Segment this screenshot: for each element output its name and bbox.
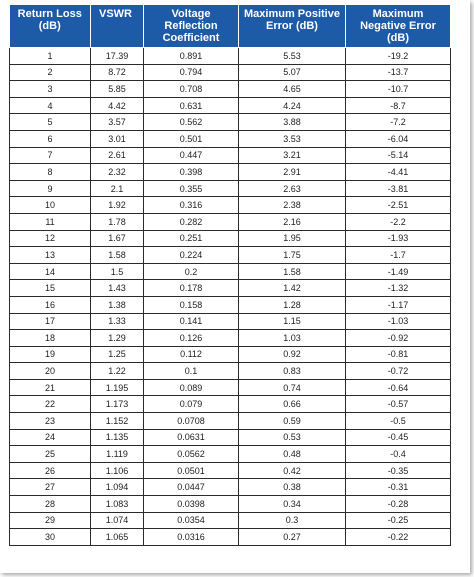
- table-row: [10, 48, 451, 65]
- table-row: [10, 379, 451, 396]
- cell-max-positive-error: 5.53: [239, 48, 346, 65]
- cell-vswr: 8.72: [91, 64, 144, 81]
- cell-max-positive-error: 0.59: [239, 413, 346, 430]
- cell-return-loss: 19: [10, 346, 91, 363]
- table-row: [10, 230, 451, 247]
- table-row: [10, 396, 451, 413]
- cell-max-positive-error: 4.24: [239, 97, 346, 114]
- cell-vswr: 2.32: [91, 164, 144, 181]
- cell-return-loss: 11: [10, 213, 91, 230]
- cell-reflection-coefficient: 0.708: [144, 81, 239, 98]
- cell-vswr: 1.22: [91, 363, 144, 380]
- cell-max-negative-error: -0.22: [346, 529, 451, 546]
- cell-return-loss: 1: [10, 48, 91, 65]
- table-row: [10, 363, 451, 380]
- table-row: [10, 496, 451, 513]
- cell-max-negative-error: -0.4: [346, 446, 451, 463]
- cell-max-positive-error: 2.16: [239, 213, 346, 230]
- cell-return-loss: 17: [10, 313, 91, 330]
- cell-return-loss: 21: [10, 379, 91, 396]
- cell-return-loss: 7: [10, 147, 91, 164]
- cell-vswr: 1.195: [91, 379, 144, 396]
- cell-vswr: 1.065: [91, 529, 144, 546]
- cell-reflection-coefficient: 0.631: [144, 97, 239, 114]
- cell-return-loss: 28: [10, 496, 91, 513]
- cell-max-negative-error: -0.64: [346, 379, 451, 396]
- cell-max-negative-error: -0.5: [346, 413, 451, 430]
- cell-max-positive-error: 3.53: [239, 130, 346, 147]
- cell-reflection-coefficient: 0.0398: [144, 496, 239, 513]
- table-row: [10, 462, 451, 479]
- cell-reflection-coefficient: 0.178: [144, 280, 239, 297]
- cell-vswr: 2.1: [91, 180, 144, 197]
- cell-vswr: 1.119: [91, 446, 144, 463]
- cell-vswr: 1.106: [91, 462, 144, 479]
- cell-reflection-coefficient: 0.1: [144, 363, 239, 380]
- cell-max-positive-error: 5.07: [239, 64, 346, 81]
- cell-max-negative-error: -0.72: [346, 363, 451, 380]
- cell-return-loss: 23: [10, 413, 91, 430]
- table-row: [10, 529, 451, 546]
- table-body: [10, 48, 451, 546]
- cell-reflection-coefficient: 0.891: [144, 48, 239, 65]
- cell-vswr: 1.152: [91, 413, 144, 430]
- cell-return-loss: 5: [10, 114, 91, 131]
- cell-max-negative-error: -2.2: [346, 213, 451, 230]
- table-row: [10, 81, 451, 98]
- table-row: [10, 180, 451, 197]
- table-row: [10, 97, 451, 114]
- cell-vswr: 1.38: [91, 296, 144, 313]
- cell-max-positive-error: 3.21: [239, 147, 346, 164]
- cell-max-positive-error: 0.27: [239, 529, 346, 546]
- cell-return-loss: 14: [10, 263, 91, 280]
- cell-reflection-coefficient: 0.562: [144, 114, 239, 131]
- cell-return-loss: 20: [10, 363, 91, 380]
- table-row: [10, 164, 451, 181]
- cell-max-negative-error: -19.2: [346, 48, 451, 65]
- cell-max-negative-error: -1.49: [346, 263, 451, 280]
- cell-max-negative-error: -10.7: [346, 81, 451, 98]
- cell-reflection-coefficient: 0.794: [144, 64, 239, 81]
- cell-max-positive-error: 1.58: [239, 263, 346, 280]
- cell-reflection-coefficient: 0.224: [144, 247, 239, 264]
- cell-max-negative-error: -0.31: [346, 479, 451, 496]
- cell-return-loss: 16: [10, 296, 91, 313]
- table-row: [10, 114, 451, 131]
- table-row: [10, 147, 451, 164]
- cell-return-loss: 27: [10, 479, 91, 496]
- cell-reflection-coefficient: 0.2: [144, 263, 239, 280]
- cell-reflection-coefficient: 0.089: [144, 379, 239, 396]
- table-row: [10, 446, 451, 463]
- return-loss-table: [9, 5, 451, 546]
- cell-return-loss: 4: [10, 97, 91, 114]
- cell-max-negative-error: -6.04: [346, 130, 451, 147]
- table-row: [10, 263, 451, 280]
- cell-vswr: 5.85: [91, 81, 144, 98]
- cell-reflection-coefficient: 0.141: [144, 313, 239, 330]
- cell-return-loss: 22: [10, 396, 91, 413]
- cell-reflection-coefficient: 0.398: [144, 164, 239, 181]
- cell-max-negative-error: -0.35: [346, 462, 451, 479]
- cell-max-positive-error: 1.95: [239, 230, 346, 247]
- table-row: [10, 197, 451, 214]
- cell-reflection-coefficient: 0.0354: [144, 512, 239, 529]
- cell-max-positive-error: 0.53: [239, 429, 346, 446]
- table-row: [10, 346, 451, 363]
- cell-max-positive-error: 2.38: [239, 197, 346, 214]
- table-header: [10, 5, 451, 48]
- header-row: [10, 5, 451, 48]
- cell-vswr: 2.61: [91, 147, 144, 164]
- cell-reflection-coefficient: 0.126: [144, 330, 239, 347]
- cell-return-loss: 2: [10, 64, 91, 81]
- cell-max-positive-error: 0.3: [239, 512, 346, 529]
- cell-vswr: 3.57: [91, 114, 144, 131]
- header-vswr: VSWR: [91, 5, 144, 48]
- cell-reflection-coefficient: 0.158: [144, 296, 239, 313]
- cell-vswr: 1.135: [91, 429, 144, 446]
- cell-max-negative-error: -2.51: [346, 197, 451, 214]
- cell-max-positive-error: 1.42: [239, 280, 346, 297]
- cell-max-negative-error: -8.7: [346, 97, 451, 114]
- cell-vswr: 1.29: [91, 330, 144, 347]
- cell-max-negative-error: -0.28: [346, 496, 451, 513]
- table-row: [10, 313, 451, 330]
- cell-return-loss: 3: [10, 81, 91, 98]
- cell-vswr: 4.42: [91, 97, 144, 114]
- cell-vswr: 1.083: [91, 496, 144, 513]
- cell-reflection-coefficient: 0.251: [144, 230, 239, 247]
- header-voltage-reflection-coefficient: Voltage Reflection Coefficient: [144, 5, 239, 48]
- cell-vswr: 1.92: [91, 197, 144, 214]
- cell-max-negative-error: -0.57: [346, 396, 451, 413]
- cell-reflection-coefficient: 0.112: [144, 346, 239, 363]
- cell-max-negative-error: -0.81: [346, 346, 451, 363]
- cell-max-negative-error: -1.03: [346, 313, 451, 330]
- cell-return-loss: 6: [10, 130, 91, 147]
- cell-reflection-coefficient: 0.079: [144, 396, 239, 413]
- cell-reflection-coefficient: 0.282: [144, 213, 239, 230]
- cell-max-negative-error: -0.92: [346, 330, 451, 347]
- cell-return-loss: 24: [10, 429, 91, 446]
- cell-return-loss: 10: [10, 197, 91, 214]
- cell-reflection-coefficient: 0.0562: [144, 446, 239, 463]
- cell-vswr: 1.25: [91, 346, 144, 363]
- cell-vswr: 1.33: [91, 313, 144, 330]
- cell-return-loss: 29: [10, 512, 91, 529]
- cell-max-positive-error: 1.28: [239, 296, 346, 313]
- header-max-negative-error: Maximum Negative Error (dB): [346, 5, 451, 48]
- cell-reflection-coefficient: 0.0316: [144, 529, 239, 546]
- cell-max-negative-error: -7.2: [346, 114, 451, 131]
- table-row: [10, 429, 451, 446]
- cell-max-positive-error: 0.38: [239, 479, 346, 496]
- cell-reflection-coefficient: 0.501: [144, 130, 239, 147]
- header-return-loss: Return Loss (dB): [10, 5, 91, 48]
- table-row: [10, 512, 451, 529]
- cell-vswr: 1.5: [91, 263, 144, 280]
- table-row: [10, 213, 451, 230]
- cell-max-positive-error: 3.88: [239, 114, 346, 131]
- cell-max-negative-error: -4.41: [346, 164, 451, 181]
- cell-reflection-coefficient: 0.0447: [144, 479, 239, 496]
- cell-return-loss: 26: [10, 462, 91, 479]
- table-row: [10, 330, 451, 347]
- cell-max-positive-error: 0.83: [239, 363, 346, 380]
- cell-max-positive-error: 0.66: [239, 396, 346, 413]
- cell-vswr: 1.43: [91, 280, 144, 297]
- cell-max-negative-error: -0.25: [346, 512, 451, 529]
- cell-max-positive-error: 0.48: [239, 446, 346, 463]
- cell-reflection-coefficient: 0.447: [144, 147, 239, 164]
- cell-max-positive-error: 0.92: [239, 346, 346, 363]
- cell-reflection-coefficient: 0.0708: [144, 413, 239, 430]
- cell-max-negative-error: -0.45: [346, 429, 451, 446]
- table-row: [10, 479, 451, 496]
- cell-max-positive-error: 1.75: [239, 247, 346, 264]
- cell-vswr: 1.094: [91, 479, 144, 496]
- cell-vswr: 1.58: [91, 247, 144, 264]
- cell-return-loss: 12: [10, 230, 91, 247]
- cell-reflection-coefficient: 0.355: [144, 180, 239, 197]
- cell-return-loss: 8: [10, 164, 91, 181]
- cell-vswr: 17.39: [91, 48, 144, 65]
- cell-return-loss: 18: [10, 330, 91, 347]
- cell-max-negative-error: -1.7: [346, 247, 451, 264]
- cell-max-positive-error: 0.34: [239, 496, 346, 513]
- header-max-positive-error: Maximum Positive Error (dB): [239, 5, 346, 48]
- cell-vswr: 1.78: [91, 213, 144, 230]
- cell-max-positive-error: 4.65: [239, 81, 346, 98]
- cell-return-loss: 9: [10, 180, 91, 197]
- cell-return-loss: 15: [10, 280, 91, 297]
- cell-max-positive-error: 2.63: [239, 180, 346, 197]
- cell-reflection-coefficient: 0.0631: [144, 429, 239, 446]
- cell-max-negative-error: -1.17: [346, 296, 451, 313]
- cell-vswr: 1.67: [91, 230, 144, 247]
- cell-reflection-coefficient: 0.0501: [144, 462, 239, 479]
- table-row: [10, 247, 451, 264]
- cell-vswr: 1.173: [91, 396, 144, 413]
- cell-max-positive-error: 1.15: [239, 313, 346, 330]
- cell-max-negative-error: -3.81: [346, 180, 451, 197]
- cell-vswr: 3.01: [91, 130, 144, 147]
- cell-return-loss: 13: [10, 247, 91, 264]
- table-row: [10, 296, 451, 313]
- cell-max-negative-error: -13.7: [346, 64, 451, 81]
- cell-return-loss: 30: [10, 529, 91, 546]
- cell-max-negative-error: -1.93: [346, 230, 451, 247]
- cell-max-negative-error: -1.32: [346, 280, 451, 297]
- cell-reflection-coefficient: 0.316: [144, 197, 239, 214]
- table-row: [10, 413, 451, 430]
- table-row: [10, 130, 451, 147]
- cell-max-positive-error: 0.42: [239, 462, 346, 479]
- cell-max-positive-error: 2.91: [239, 164, 346, 181]
- cell-return-loss: 25: [10, 446, 91, 463]
- table-row: [10, 64, 451, 81]
- cell-max-negative-error: -5.14: [346, 147, 451, 164]
- cell-vswr: 1.074: [91, 512, 144, 529]
- cell-max-positive-error: 0.74: [239, 379, 346, 396]
- table-row: [10, 280, 451, 297]
- cell-max-positive-error: 1.03: [239, 330, 346, 347]
